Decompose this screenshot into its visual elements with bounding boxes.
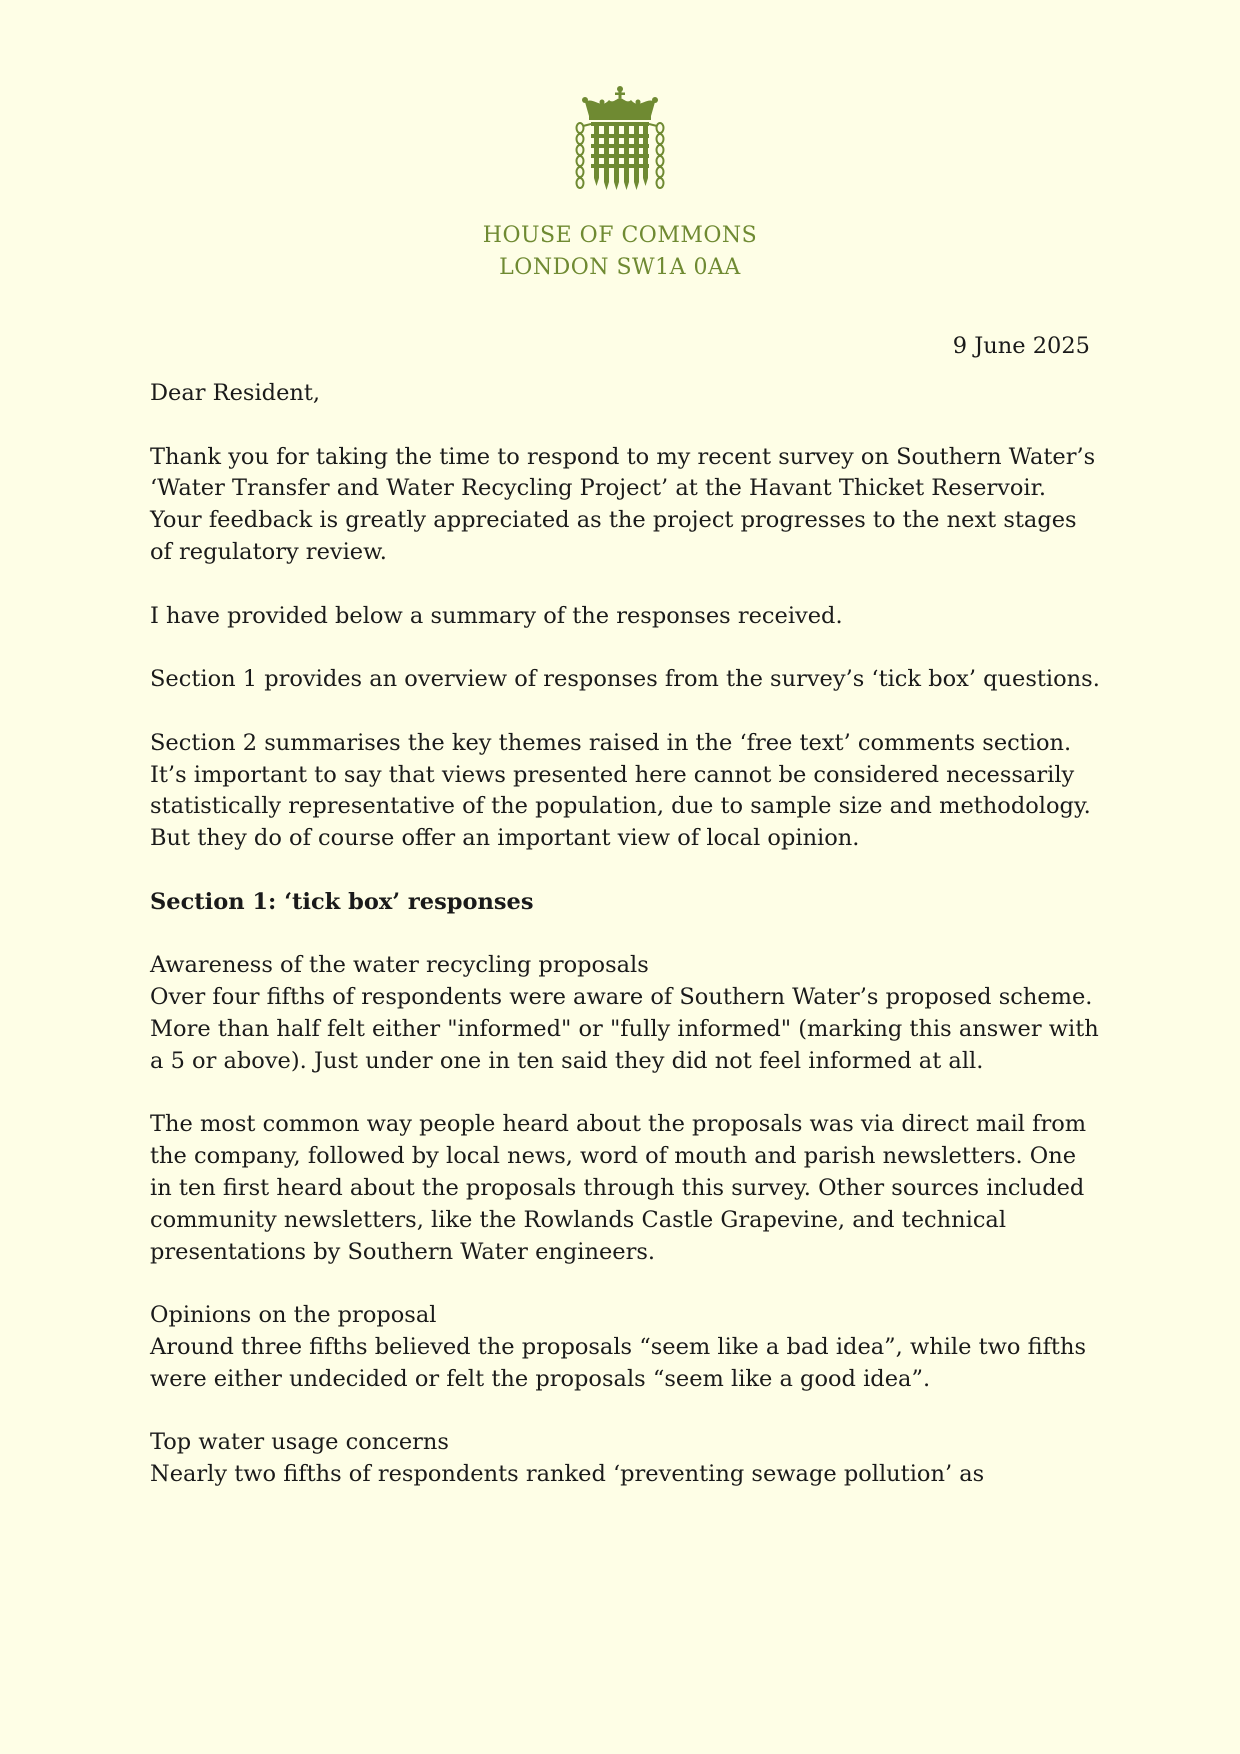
letter-date: 9 June 2025: [952, 333, 1090, 359]
awareness-text: Over four fifths of respondents were aware of Southern Water’s proposed scheme. More than half felt either "informed" or "fully informed" (marking this answer with a 5 or above). Just under one in ten said they did not feel informed at all.: [150, 984, 1099, 1074]
letterhead-line-2: LONDON SW1A 0AA: [499, 255, 741, 280]
salutation: Dear Resident,: [150, 380, 321, 406]
letterhead: [0, 220, 1240, 284]
opinions-heading: Opinions on the proposal: [150, 1302, 437, 1329]
opinions-block: [150, 1300, 1100, 1395]
awareness-block: [150, 950, 1100, 1077]
paragraph-section2-overview: Section 2 summarises the key themes raised in the ‘free text’ comments section. It’s important to say that views presented here cannot be considered necessarily statistically representative of the population, due to sample size and methodology. But they do of course offer an important view of local opinion.: [150, 729, 1091, 852]
paragraph-intro: Thank you for taking the time to respond to my recent survey on Southern Water’s ‘Water Transfer and Water Recycling Project’ at the Havant Thicket Reservoir. Your feedback is greatly appreciated as the project progresses to the next stages of regulatory review.: [150, 443, 1096, 565]
letterhead-line-1: HOUSE OF COMMONS: [482, 223, 758, 248]
sources-paragraph: The most common way people heard about the proposals was via direct mail from the company, followed by local news, word of mouth and parish newsletters. One in ten first heard about the proposals through this survey. Other sources included community newsletters, like the Rowlands Castle Grapevine, and technical presentations by Southern Water engineers.: [150, 1111, 1087, 1265]
opinions-text: Around three fifths believed the proposals “seem like a bad idea”, while two fifths were either undecided or felt the proposals “seem like a good idea”.: [150, 1333, 1087, 1392]
section1-heading: Section 1: ‘tick box’ responses: [150, 888, 534, 915]
concerns-block: [150, 1427, 1100, 1491]
awareness-heading: Awareness of the water recycling proposals: [150, 952, 649, 979]
letter-body: [150, 378, 1100, 1523]
concerns-text: Nearly two fifths of respondents ranked ‘preventing sewage pollution’ as: [150, 1461, 985, 1488]
concerns-heading: Top water usage concerns: [150, 1429, 449, 1456]
paragraph-section1-overview: Section 1 provides an overview of responses from the survey’s ‘tick box’ questions.: [150, 666, 1100, 693]
portcullis-crest-icon: [571, 86, 669, 196]
paragraph-summary: I have provided below a summary of the responses received.: [150, 602, 843, 629]
